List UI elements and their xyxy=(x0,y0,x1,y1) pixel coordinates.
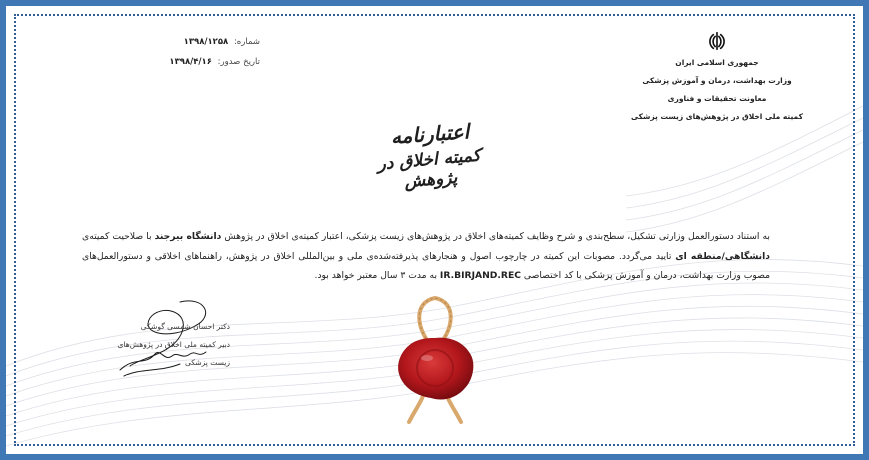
issue-date-value: ۱۳۹۸/۴/۱۶ xyxy=(169,57,212,67)
header-deputy: معاونت تحقیقات و فناوری xyxy=(667,94,767,103)
wax-seal-icon xyxy=(385,290,485,430)
issue-date-label: تاریخ صدور: xyxy=(217,57,260,67)
header-country: جمهوری اسلامی ایران xyxy=(675,58,759,67)
body-part-2: با صلاحیت کمیته‌ی xyxy=(82,231,155,242)
body-part-4: به مدت ۳ سال معتبر خواهد بود. xyxy=(314,270,440,281)
header-ministry: وزارت بهداشت، درمان و آموزش پزشکی xyxy=(642,76,792,85)
body-part-3: تایید می‌گردد. مصوبات این کمیته در چارچوب اصول و هنجارهای پذیرفته‌شده‌ی ملی و بین‌المللی اخلاق در پژوهش، راهنماهای اخلاقی و دستورالعمل‌های مصوب وزارت بهداشت، درمان و آموزش پزشکی با کد اختصاصی xyxy=(82,250,770,281)
signer-role: دبیر کمیته ملی اخلاق در پژوهش‌های زیست پزشکی xyxy=(117,340,230,367)
signer-name: دکتر احسان شمسی گوشکی xyxy=(140,322,230,331)
signer-block xyxy=(100,318,230,372)
document-number-label: شماره: xyxy=(233,37,260,47)
body-part-1: به استناد دستورالعمل وزارتی تشکیل، سطح‌بندی و شرح وظایف کمیته‌های اخلاق در پژوهش‌های زیست پزشکی، اعتبار کمیته‌ی اخلاق در پژوهش xyxy=(221,231,770,242)
body-university: دانشگاه بیرجند xyxy=(154,231,222,242)
document-number-value: ۱۳۹۸/۱۲۵۸ xyxy=(183,37,229,47)
body-level: دانشگاهی/منطقه ای xyxy=(675,250,770,262)
certificate-title xyxy=(360,119,500,193)
header-committee: کمیته ملی اخلاق در پژوهش‌های زیست پزشکی xyxy=(631,112,803,121)
body-code: IR.BIRJAND.REC xyxy=(439,270,521,281)
iran-emblem-icon xyxy=(706,30,728,52)
issue-date xyxy=(60,52,260,72)
document-number xyxy=(60,32,260,52)
title-accreditation: اعتبارنامه xyxy=(390,119,470,149)
certificate-body xyxy=(82,227,770,286)
issuer-header xyxy=(617,30,817,126)
title-ethics-committee: کمیته اخلاق در پژوهش xyxy=(376,145,482,193)
document-meta xyxy=(60,32,260,72)
